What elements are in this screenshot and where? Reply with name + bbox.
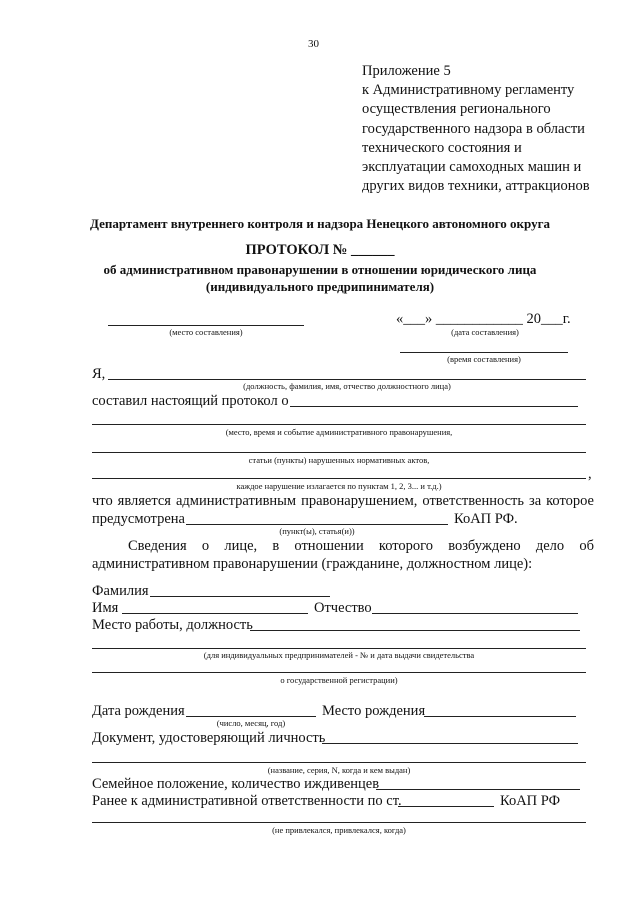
birth-place-label: Место рождения bbox=[322, 703, 426, 719]
event-caption: (место, время и событие административного правонарушения, bbox=[225, 427, 453, 437]
protocol-subtitle-2: (индивидуального предрипинимателя) bbox=[205, 279, 435, 294]
surname-label: Фамилия bbox=[92, 583, 149, 599]
patronymic-label: Отчество bbox=[314, 600, 372, 616]
time-field[interactable] bbox=[400, 352, 568, 353]
prior-field[interactable] bbox=[92, 822, 586, 823]
appendix-heading bbox=[362, 62, 590, 196]
appendix-line: к Административному регламенту bbox=[362, 82, 575, 99]
date-caption: (дата составления) bbox=[451, 327, 519, 337]
id-doc-label: Документ, удостоверяющий личность bbox=[92, 730, 326, 746]
page-number: 30 bbox=[308, 38, 319, 50]
id-caption: (название, серия, N, когда и кем выдан) bbox=[267, 765, 411, 775]
info-line-1: Сведения о лице, в отношении которого возбуждено дело об bbox=[128, 538, 594, 554]
surname-field[interactable] bbox=[150, 596, 330, 597]
appendix-line: эксплуатации самоходных машин и bbox=[362, 159, 582, 176]
official-field[interactable] bbox=[108, 379, 586, 380]
points-caption: (пункт(ы), статья(и)) bbox=[279, 526, 355, 536]
official-caption: (должность, фамилия, имя, отчество должностного лица) bbox=[243, 381, 451, 391]
patronymic-field[interactable] bbox=[372, 613, 578, 614]
appendix-line: осуществления регионального bbox=[362, 101, 551, 118]
prior-article-field[interactable] bbox=[398, 806, 494, 807]
prior-caption: (не привлекался, привлекался, когда) bbox=[272, 825, 406, 835]
prior-koap-label: КоАП РФ bbox=[500, 793, 561, 809]
time-caption: (время составления) bbox=[447, 354, 521, 364]
responsibility-text: что является административным правонарушением, ответственность за которое bbox=[92, 493, 594, 509]
appendix-line: государственного надзора в области bbox=[362, 120, 585, 137]
violations-field[interactable] bbox=[92, 478, 586, 479]
birth-date-label: Дата рождения bbox=[92, 703, 185, 719]
family-label: Семейное положение, количество иждивенцев bbox=[92, 776, 380, 792]
reg-caption: о государственной регистрации) bbox=[280, 675, 398, 685]
id-doc-field-2[interactable] bbox=[92, 762, 586, 763]
composed-label: составил настоящий протокол о bbox=[92, 393, 289, 409]
ip-field[interactable] bbox=[92, 648, 586, 649]
birth-date-field[interactable] bbox=[186, 716, 316, 717]
date-field[interactable]: «___» ____________ 20___г. bbox=[396, 311, 571, 327]
appendix-line: технического состояния и bbox=[362, 139, 522, 156]
info-line-2: административном правонарушении (гражданине, должностном лице): bbox=[92, 556, 533, 572]
family-field[interactable] bbox=[376, 789, 580, 790]
comma: , bbox=[588, 466, 592, 482]
protocol-subtitle: об административном правонарушении в отношении юридического лица bbox=[103, 262, 537, 277]
department-name: Департамент внутреннего контроля и надзора Ненецкого автономного округа bbox=[90, 216, 550, 231]
prior-label: Ранее к административной ответственности по ст. bbox=[92, 793, 402, 809]
ip-caption: (для индивидуальных предпринимателей - № и дата выдачи свидетельства bbox=[203, 650, 475, 660]
protocol-title: ПРОТОКОЛ № ______ bbox=[245, 242, 395, 258]
ya-label: Я, bbox=[92, 366, 106, 382]
provided-label: предусмотрена bbox=[92, 511, 185, 527]
reg-field[interactable] bbox=[92, 672, 586, 673]
articles-field[interactable] bbox=[92, 452, 586, 453]
articles-koap-field[interactable] bbox=[186, 524, 448, 525]
id-doc-field[interactable] bbox=[322, 743, 578, 744]
appendix-line: Приложение 5 bbox=[362, 63, 451, 79]
name-label: Имя bbox=[92, 600, 119, 616]
articles-caption: статьи (пункты) нарушенных нормативных актов, bbox=[248, 455, 430, 465]
workplace-label: Место работы, должность bbox=[92, 617, 253, 633]
event-field[interactable] bbox=[92, 424, 586, 425]
place-caption: (место составления) bbox=[169, 327, 243, 337]
violations-caption: каждое нарушение излагается по пунктам 1, 2, 3... и т.д.) bbox=[236, 481, 442, 491]
appendix-line: других видов техники, аттракционов bbox=[362, 178, 590, 195]
birth-place-field[interactable] bbox=[424, 716, 576, 717]
workplace-field[interactable] bbox=[250, 630, 580, 631]
place-field[interactable] bbox=[108, 325, 304, 326]
about-field[interactable] bbox=[290, 406, 578, 407]
birth-caption: (число, месяц, год) bbox=[216, 718, 286, 728]
name-field[interactable] bbox=[122, 613, 308, 614]
koap-label: КоАП РФ. bbox=[454, 511, 518, 527]
